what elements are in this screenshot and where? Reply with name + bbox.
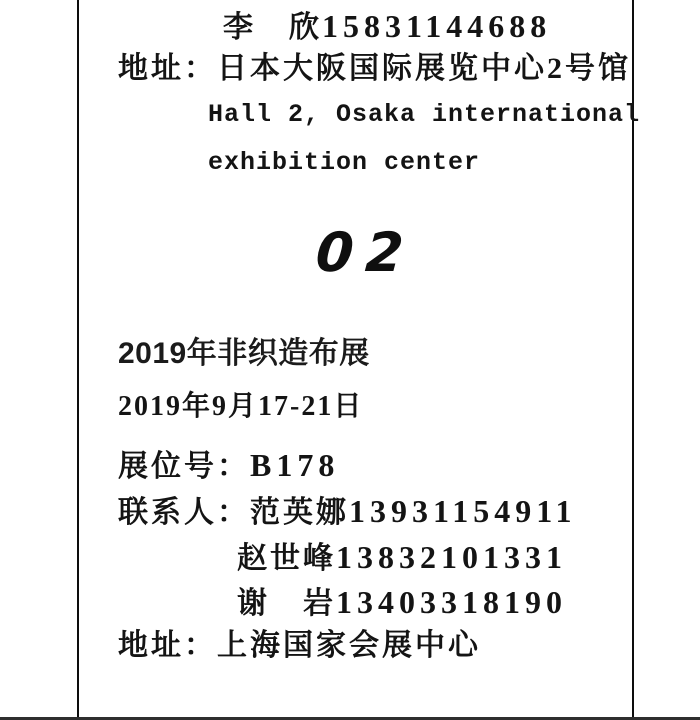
contact-phone: 13832101331 [336, 539, 567, 575]
contact-row [118, 493, 576, 531]
shanghai-address-line [118, 629, 481, 664]
contact-phone: 13403318190 [336, 584, 567, 620]
contact-row [237, 584, 567, 622]
contact-label: 联系人： [118, 496, 250, 529]
osaka-contact-line [223, 8, 551, 46]
booth-number: B178 [250, 447, 340, 483]
exhibition-dates-text: 2019年9月17-21日 [118, 391, 364, 422]
osaka-address-cn: 日本大阪国际展览中心2号馆 [217, 52, 631, 85]
contact-row [237, 539, 567, 577]
osaka-address-label: 地址： [118, 52, 217, 85]
contact-phone: 13931154911 [349, 493, 577, 529]
shanghai-address-cn: 上海国家会展中心 [217, 629, 481, 662]
contact-name: 赵世峰 [237, 542, 336, 575]
exhibition-title: 2019年非织造布展 [118, 337, 370, 370]
booth-label: 展位号： [118, 450, 250, 483]
osaka-contact-name: 李 欣 [223, 11, 322, 44]
exhibition-dates [118, 391, 363, 423]
osaka-address-en-line2: exhibition center [208, 148, 481, 177]
osaka-contact-phone: 15831144688 [322, 8, 552, 44]
osaka-address-line [118, 52, 631, 87]
shanghai-address-label: 地址： [118, 629, 217, 662]
osaka-address-en-line1: Hall 2, Osaka international [208, 100, 641, 129]
contact-name: 范英娜 [250, 496, 349, 529]
contact-name: 谢 岩 [237, 587, 336, 620]
page-number: 02 [313, 221, 418, 284]
table-border-left [77, 0, 79, 720]
booth-line [118, 447, 339, 485]
